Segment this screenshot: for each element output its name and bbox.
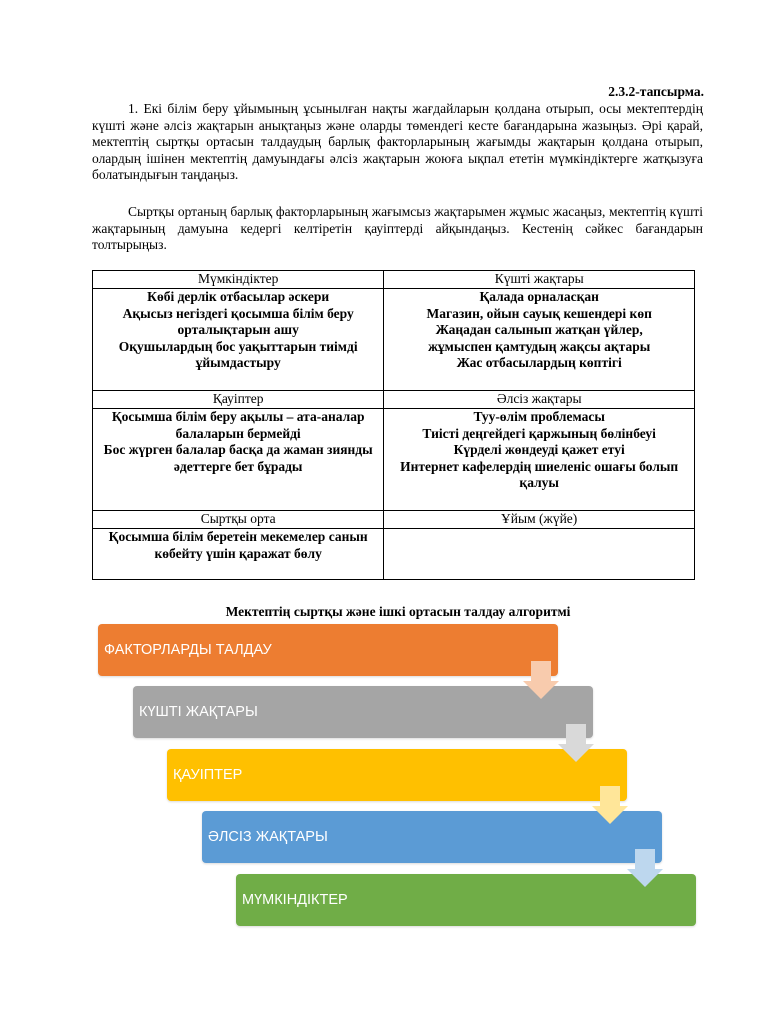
strengths-cell (384, 289, 695, 391)
cell-line: Жаңадан салынып жатқан үйлер, (435, 322, 643, 338)
step-label: КҮШТІ ЖАҚТАРЫ (139, 704, 258, 720)
step-label: ФАКТОРЛАРДЫ ТАЛДАУ (104, 642, 272, 658)
cell-line: Тиісті деңгейдегі қаржының бөлінбеуі (422, 425, 656, 441)
cell-line: Қосымша білім беру ақылы – ата-аналар балаларын бермейді (111, 409, 365, 441)
external-environment-cell (93, 529, 384, 580)
cell-line: Бос жүрген балалар басқа да жаман зиянды әдеттерге бет бұрады (103, 442, 373, 474)
strengths-header: Күшті жақтары (384, 271, 695, 289)
step-label: ҚАУІПТЕР (173, 767, 243, 783)
arrow-down-icon (558, 724, 594, 762)
cell-line: Қалада орналасқан (479, 289, 599, 304)
cell-line: Интернет кафелердің шиеленіс ошағы болып қалуы (400, 458, 679, 491)
cell-line: Туу-өлім проблемасы (473, 409, 605, 424)
arrow-down-icon (523, 661, 559, 699)
table-row (93, 391, 695, 409)
swot-table (92, 270, 695, 580)
step-label: ӘЛСІЗ ЖАҚТАРЫ (208, 829, 328, 845)
weaknesses-cell (384, 409, 695, 511)
organization-header: Ұйым (жүйе) (384, 511, 695, 529)
table-row (93, 409, 695, 511)
table-row (93, 271, 695, 289)
table-row (93, 529, 695, 580)
arrow-down-icon (627, 849, 663, 887)
cell-line: Магазин, ойын сауық кешендері көп (426, 305, 652, 321)
opportunities-cell (93, 289, 384, 391)
table-row (93, 511, 695, 529)
arrow-down-icon (592, 786, 628, 824)
step-factors-analysis (98, 624, 558, 676)
cell-line: Көбі дерлік отбасылар әскери (147, 289, 330, 304)
task-label: 2.3.2-тапсырма. (608, 84, 704, 99)
cell-line: Ақысыз негіздегі қосымша білім беру орталықтарын ашу (122, 305, 354, 338)
instruction-paragraph-2: Сыртқы ортаның барлық факторларының жағымсыз жақтарымен жұмыс жасаңыз, мектептің күшті жақтарының дамуына кедергі келтіретін қауіптерді айқындаңыз. Кестенің сәйкес бағандарын толтырыңыз. (92, 204, 703, 253)
cell-line: Оқушылардың бос уақыттарын тиімді ұйымдастыру (118, 338, 358, 371)
cell-line: Күрделі жөндеуді қажет етуі (453, 442, 625, 458)
step-label: МҮМКІНДІКТЕР (242, 892, 348, 908)
organization-cell (384, 529, 695, 580)
threats-cell (93, 409, 384, 511)
cell-line: Қосымша білім беретеін мекемелер санын көбейту үшін қаражат бөлу (108, 529, 368, 561)
cell-line: Жас отбасылардың көптігі (456, 355, 622, 371)
opportunities-header: Мүмкіндіктер (93, 271, 384, 289)
weaknesses-header: Әлсіз жақтары (384, 391, 695, 409)
cell-line: жұмыспен қамтудың жақсы ақтары (428, 338, 651, 354)
instruction-paragraph-1: 1. Екі білім беру ұйымының ұсынылған нақты жағдайларын қолдана отырып, осы мектептердің күшті және әлсіз жақтарын анықтаңыз және оларды төмендегі кесте бағандарына жазыңыз. Әрі қарай, мектептің сыртқы ортасын талдаудың барлық факторларының жағымды жақтарын қолдана отырып, олардың ішінен мектептің дамуындағы әлсіз жақтарын жоюға ықпал ететін мүмкіндіктерге жатқызуға болатындығын таңдаңыз. (92, 101, 703, 183)
external-environment-header: Сыртқы орта (93, 511, 384, 529)
threats-header: Қауіптер (93, 391, 384, 409)
table-row (93, 289, 695, 391)
algorithm-title: Мектептің сыртқы және ішкі ортасын талдау алгоритмі (225, 604, 571, 619)
